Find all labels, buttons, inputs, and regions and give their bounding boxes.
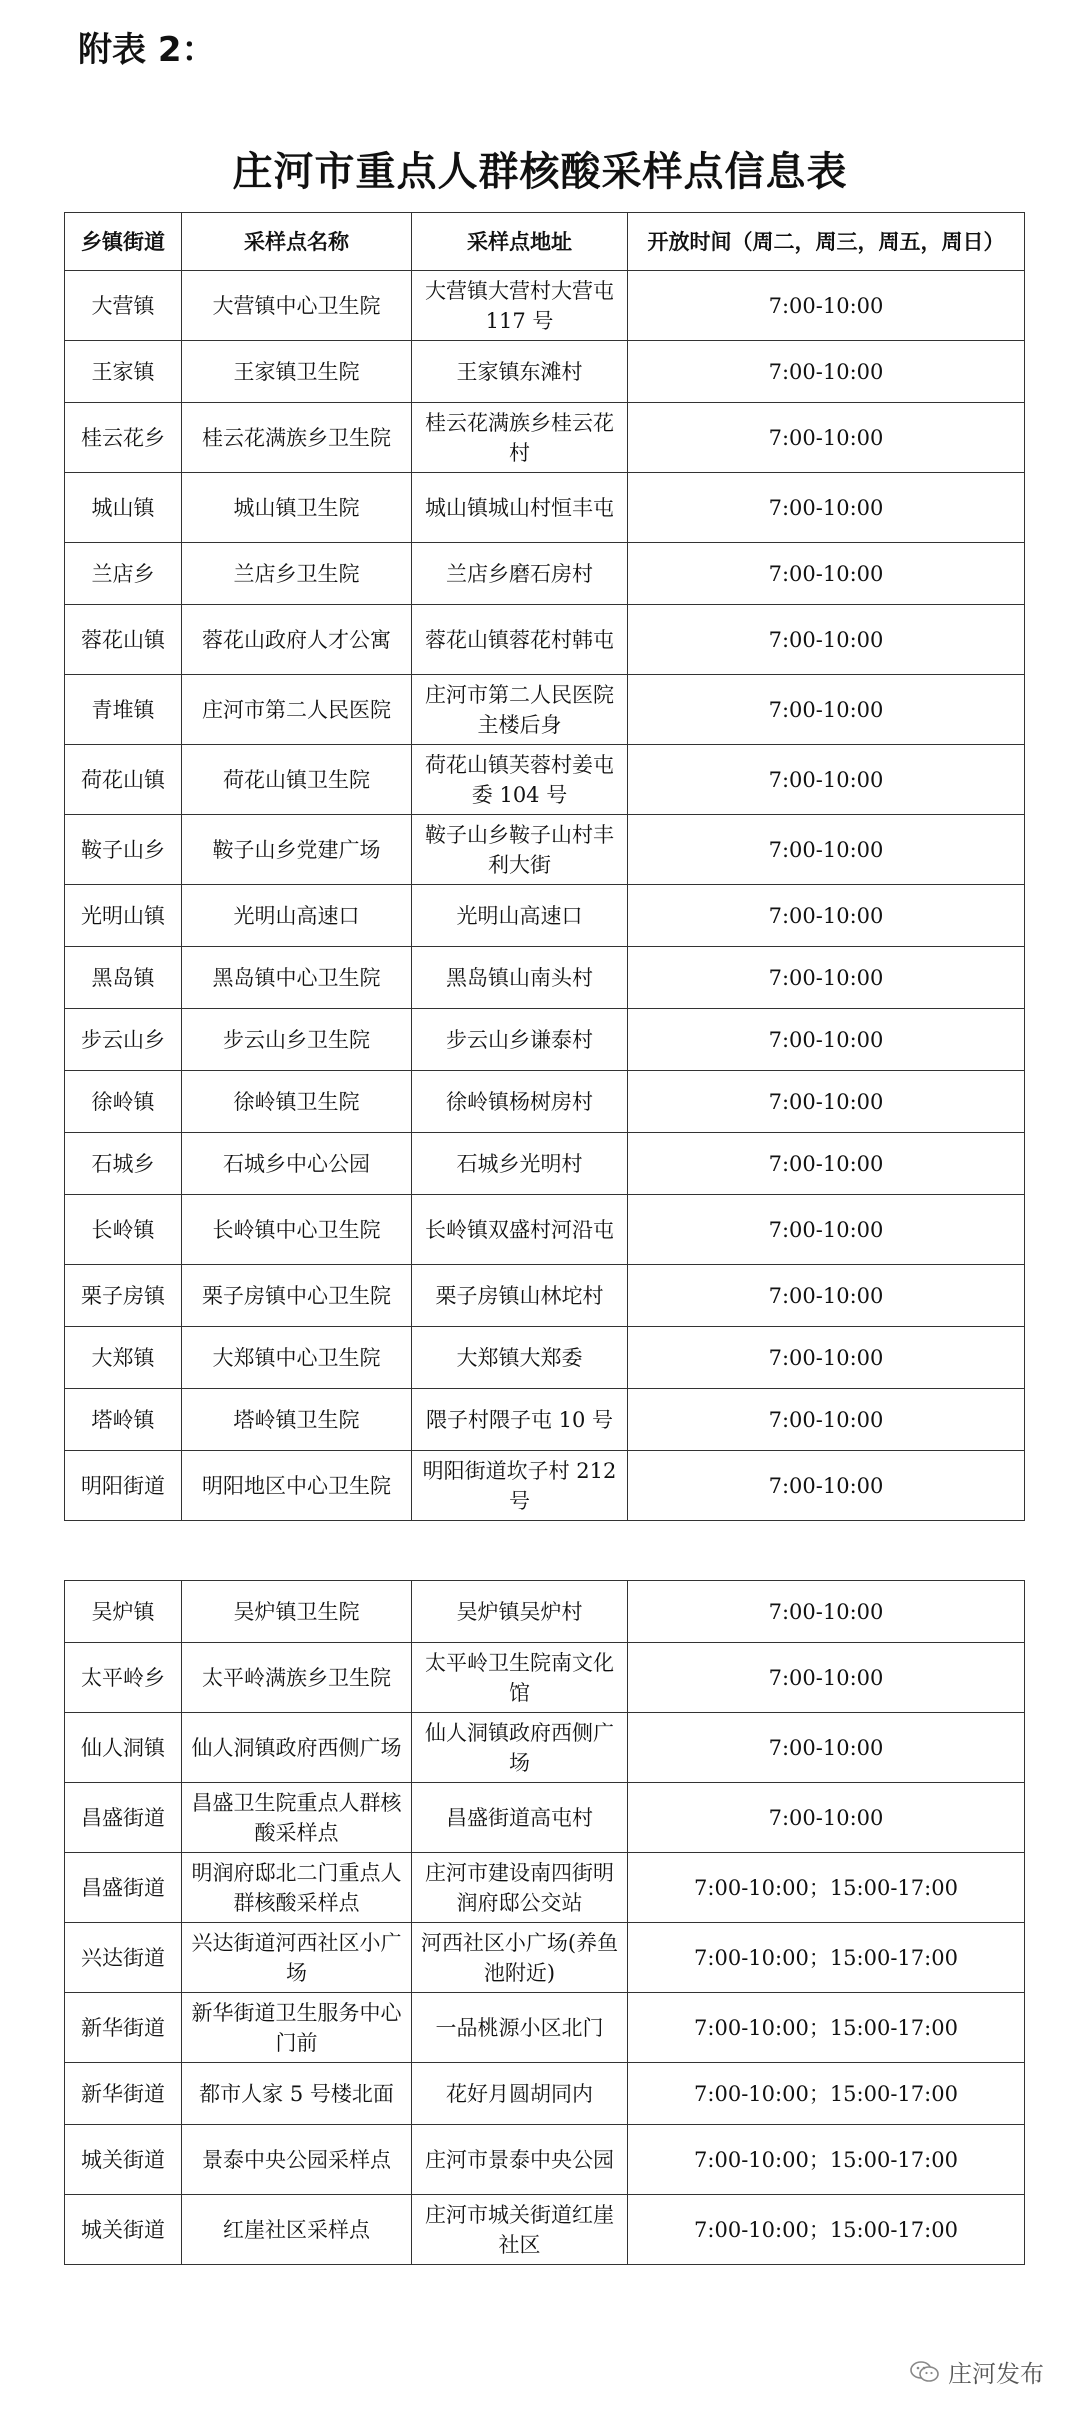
header-town: 乡镇街道 [65, 213, 182, 271]
hours-cell: 7:00-10:00 [628, 1265, 1025, 1327]
address-cell: 昌盛街道高屯村 [412, 1783, 628, 1853]
town-cell: 塔岭镇 [65, 1389, 182, 1451]
town-cell: 吴炉镇 [65, 1581, 182, 1643]
wechat-icon [910, 2360, 940, 2384]
town-cell: 长岭镇 [65, 1195, 182, 1265]
site-cell: 步云山乡卫生院 [182, 1009, 412, 1071]
town-cell: 仙人洞镇 [65, 1713, 182, 1783]
hours-cell: 7:00-10:00 [628, 1783, 1025, 1853]
address-cell: 黑岛镇山南头村 [412, 947, 628, 1009]
watermark [910, 2354, 1044, 2389]
address-cell: 荷花山镇芙蓉村姜屯委 104 号 [412, 745, 628, 815]
address-cell: 明阳街道坎子村 212 号 [412, 1451, 628, 1521]
hours-cell: 7:00-10:00 [628, 271, 1025, 341]
table-row [65, 403, 1025, 473]
hours-cell: 7:00-10:00 [628, 543, 1025, 605]
hours-cell: 7:00-10:00 [628, 1581, 1025, 1643]
table-row [65, 341, 1025, 403]
town-cell: 王家镇 [65, 341, 182, 403]
site-cell: 荷花山镇卫生院 [182, 745, 412, 815]
site-cell: 王家镇卫生院 [182, 341, 412, 403]
address-cell: 光明山高速口 [412, 885, 628, 947]
table-row [65, 1389, 1025, 1451]
address-cell: 仙人洞镇政府西侧广场 [412, 1713, 628, 1783]
sampling-sites-table-part2 [64, 1580, 1025, 2265]
hours-cell: 7:00-10:00 [628, 1451, 1025, 1521]
address-cell: 城山镇城山村恒丰屯 [412, 473, 628, 543]
site-cell: 徐岭镇卫生院 [182, 1071, 412, 1133]
header-address: 采样点地址 [412, 213, 628, 271]
hours-cell: 7:00-10:00 [628, 1071, 1025, 1133]
table-row [65, 1923, 1025, 1993]
table-row [65, 1195, 1025, 1265]
table-row [65, 1071, 1025, 1133]
header-hours: 开放时间（周二，周三，周五，周日） [628, 213, 1025, 271]
address-cell: 太平岭卫生院南文化馆 [412, 1643, 628, 1713]
site-cell: 仙人洞镇政府西侧广场 [182, 1713, 412, 1783]
address-cell: 桂云花满族乡桂云花村 [412, 403, 628, 473]
town-cell: 桂云花乡 [65, 403, 182, 473]
address-cell: 徐岭镇杨树房村 [412, 1071, 628, 1133]
table-row [65, 1713, 1025, 1783]
site-cell: 吴炉镇卫生院 [182, 1581, 412, 1643]
site-cell: 大营镇中心卫生院 [182, 271, 412, 341]
town-cell: 蓉花山镇 [65, 605, 182, 675]
table-row [65, 271, 1025, 341]
hours-cell: 7:00-10:00 [628, 745, 1025, 815]
address-cell: 长岭镇双盛村河沿屯 [412, 1195, 628, 1265]
town-cell: 昌盛街道 [65, 1853, 182, 1923]
table-row [65, 2125, 1025, 2195]
town-cell: 城山镇 [65, 473, 182, 543]
header-site: 采样点名称 [182, 213, 412, 271]
site-cell: 新华街道卫生服务中心门前 [182, 1993, 412, 2063]
table-row [65, 1451, 1025, 1521]
site-cell: 石城乡中心公园 [182, 1133, 412, 1195]
hours-cell: 7:00-10:00；15:00-17:00 [628, 1993, 1025, 2063]
table-row [65, 1327, 1025, 1389]
table-header-row [65, 213, 1025, 271]
table-row [65, 815, 1025, 885]
site-cell: 大郑镇中心卫生院 [182, 1327, 412, 1389]
hours-cell: 7:00-10:00 [628, 1009, 1025, 1071]
site-cell: 明润府邸北二门重点人群核酸采样点 [182, 1853, 412, 1923]
table-row [65, 1783, 1025, 1853]
hours-cell: 7:00-10:00 [628, 947, 1025, 1009]
table-row [65, 2195, 1025, 2265]
site-cell: 鞍子山乡党建广场 [182, 815, 412, 885]
town-cell: 光明山镇 [65, 885, 182, 947]
address-cell: 河西社区小广场(养鱼池附近) [412, 1923, 628, 1993]
town-cell: 徐岭镇 [65, 1071, 182, 1133]
site-cell: 明阳地区中心卫生院 [182, 1451, 412, 1521]
town-cell: 新华街道 [65, 1993, 182, 2063]
address-cell: 栗子房镇山林坨村 [412, 1265, 628, 1327]
town-cell: 明阳街道 [65, 1451, 182, 1521]
address-cell: 庄河市城关街道红崖社区 [412, 2195, 628, 2265]
hours-cell: 7:00-10:00 [628, 1195, 1025, 1265]
address-cell: 庄河市景泰中央公园 [412, 2125, 628, 2195]
hours-cell: 7:00-10:00 [628, 815, 1025, 885]
address-cell: 大郑镇大郑委 [412, 1327, 628, 1389]
hours-cell: 7:00-10:00 [628, 473, 1025, 543]
hours-cell: 7:00-10:00；15:00-17:00 [628, 2195, 1025, 2265]
table-row [65, 1581, 1025, 1643]
site-cell: 兰店乡卫生院 [182, 543, 412, 605]
site-cell: 塔岭镇卫生院 [182, 1389, 412, 1451]
site-cell: 蓉花山政府人才公寓 [182, 605, 412, 675]
watermark-text: 庄河发布 [948, 2360, 1044, 2388]
table-row [65, 605, 1025, 675]
town-cell: 太平岭乡 [65, 1643, 182, 1713]
address-cell: 兰店乡磨石房村 [412, 543, 628, 605]
address-cell: 庄河市建设南四街明润府邸公交站 [412, 1853, 628, 1923]
site-cell: 光明山高速口 [182, 885, 412, 947]
table-row [65, 745, 1025, 815]
town-cell: 鞍子山乡 [65, 815, 182, 885]
hours-cell: 7:00-10:00 [628, 885, 1025, 947]
hours-cell: 7:00-10:00；15:00-17:00 [628, 2125, 1025, 2195]
site-cell: 长岭镇中心卫生院 [182, 1195, 412, 1265]
table-row [65, 1993, 1025, 2063]
town-cell: 昌盛街道 [65, 1783, 182, 1853]
site-cell: 景泰中央公园采样点 [182, 2125, 412, 2195]
site-cell: 红崖社区采样点 [182, 2195, 412, 2265]
hours-cell: 7:00-10:00 [628, 1389, 1025, 1451]
hours-cell: 7:00-10:00 [628, 675, 1025, 745]
appendix-label: 附表 2： [78, 30, 216, 70]
hours-cell: 7:00-10:00 [628, 403, 1025, 473]
page-title: 庄河市重点人群核酸采样点信息表 [232, 148, 848, 195]
address-cell: 庄河市第二人民医院主楼后身 [412, 675, 628, 745]
table-row [65, 1009, 1025, 1071]
town-cell: 步云山乡 [65, 1009, 182, 1071]
address-cell: 大营镇大营村大营屯 117 号 [412, 271, 628, 341]
hours-cell: 7:00-10:00 [628, 341, 1025, 403]
table-row [65, 1265, 1025, 1327]
address-cell: 蓉花山镇蓉花村韩屯 [412, 605, 628, 675]
hours-cell: 7:00-10:00 [628, 605, 1025, 675]
table-row [65, 885, 1025, 947]
town-cell: 青堆镇 [65, 675, 182, 745]
town-cell: 大郑镇 [65, 1327, 182, 1389]
town-cell: 城关街道 [65, 2125, 182, 2195]
town-cell: 荷花山镇 [65, 745, 182, 815]
town-cell: 石城乡 [65, 1133, 182, 1195]
town-cell: 黑岛镇 [65, 947, 182, 1009]
town-cell: 城关街道 [65, 2195, 182, 2265]
address-cell: 花好月圆胡同内 [412, 2063, 628, 2125]
table-row [65, 1643, 1025, 1713]
site-cell: 桂云花满族乡卫生院 [182, 403, 412, 473]
address-cell: 步云山乡谦泰村 [412, 1009, 628, 1071]
site-cell: 栗子房镇中心卫生院 [182, 1265, 412, 1327]
sampling-sites-table-part1 [64, 212, 1025, 1521]
town-cell: 新华街道 [65, 2063, 182, 2125]
town-cell: 兰店乡 [65, 543, 182, 605]
hours-cell: 7:00-10:00 [628, 1133, 1025, 1195]
hours-cell: 7:00-10:00 [628, 1713, 1025, 1783]
address-cell: 吴炉镇吴炉村 [412, 1581, 628, 1643]
table-row [65, 1133, 1025, 1195]
town-cell: 兴达街道 [65, 1923, 182, 1993]
table-row [65, 473, 1025, 543]
town-cell: 大营镇 [65, 271, 182, 341]
address-cell: 隈子村隈子屯 10 号 [412, 1389, 628, 1451]
table-row [65, 2063, 1025, 2125]
site-cell: 昌盛卫生院重点人群核酸采样点 [182, 1783, 412, 1853]
site-cell: 兴达街道河西社区小广场 [182, 1923, 412, 1993]
address-cell: 鞍子山乡鞍子山村丰利大街 [412, 815, 628, 885]
hours-cell: 7:00-10:00；15:00-17:00 [628, 1923, 1025, 1993]
site-cell: 黑岛镇中心卫生院 [182, 947, 412, 1009]
address-cell: 一品桃源小区北门 [412, 1993, 628, 2063]
table-row [65, 543, 1025, 605]
site-cell: 城山镇卫生院 [182, 473, 412, 543]
site-cell: 都市人家 5 号楼北面 [182, 2063, 412, 2125]
address-cell: 王家镇东滩村 [412, 341, 628, 403]
site-cell: 太平岭满族乡卫生院 [182, 1643, 412, 1713]
hours-cell: 7:00-10:00 [628, 1327, 1025, 1389]
address-cell: 石城乡光明村 [412, 1133, 628, 1195]
table-row [65, 1853, 1025, 1923]
town-cell: 栗子房镇 [65, 1265, 182, 1327]
hours-cell: 7:00-10:00；15:00-17:00 [628, 2063, 1025, 2125]
table-row [65, 675, 1025, 745]
hours-cell: 7:00-10:00；15:00-17:00 [628, 1853, 1025, 1923]
table-row [65, 947, 1025, 1009]
site-cell: 庄河市第二人民医院 [182, 675, 412, 745]
hours-cell: 7:00-10:00 [628, 1643, 1025, 1713]
